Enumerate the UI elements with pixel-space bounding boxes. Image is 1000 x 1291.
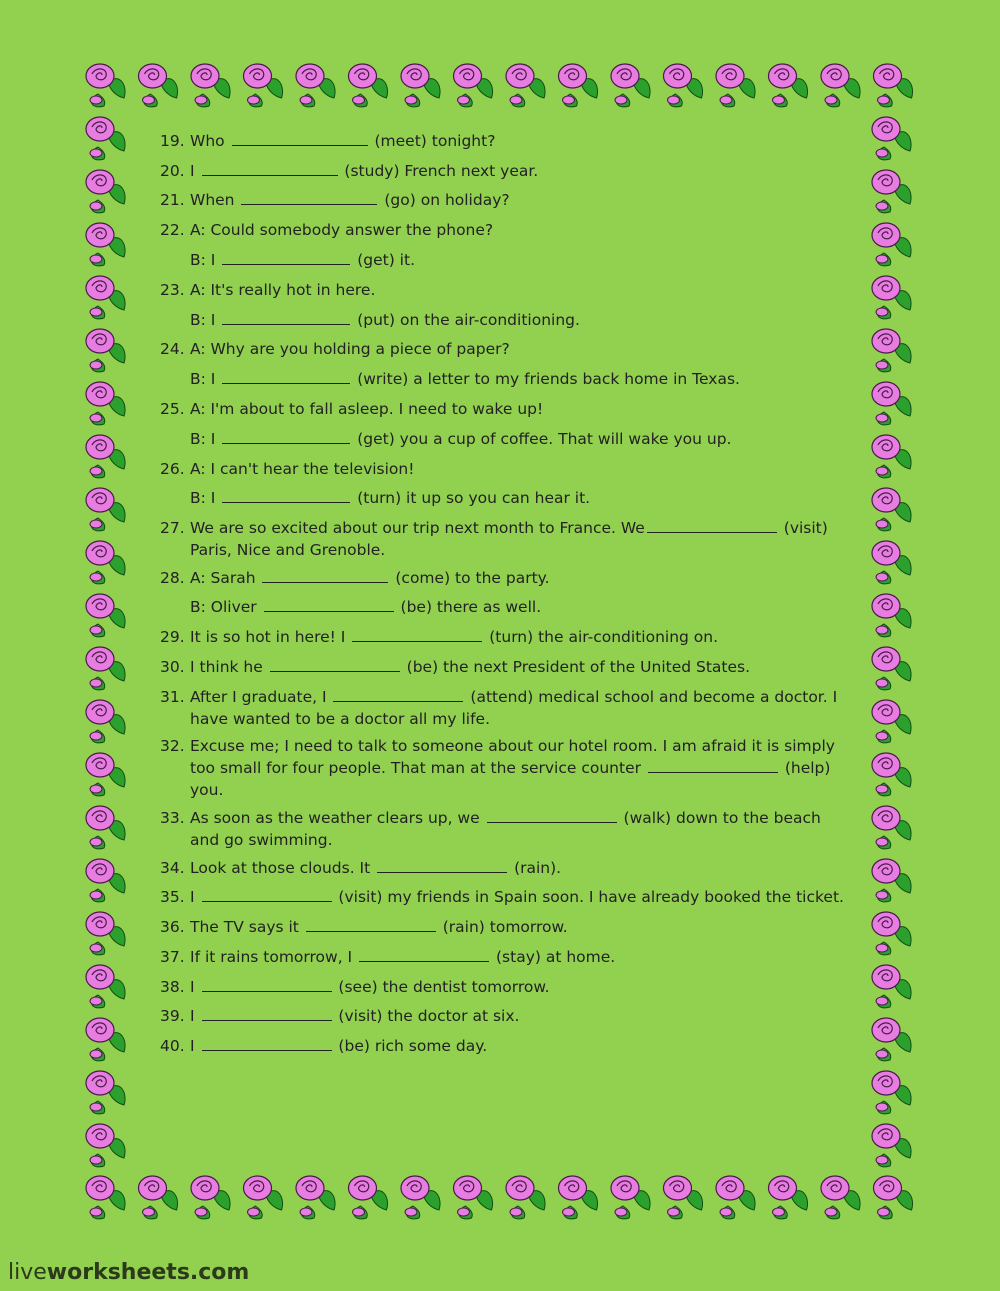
rose-icon [559, 1176, 598, 1219]
rose-icon [86, 594, 125, 637]
answer-blank[interactable] [202, 900, 332, 902]
question-text-end: (turn) the air-conditioning on. [484, 628, 719, 646]
question-text [190, 686, 840, 730]
question-number: 37. [160, 948, 185, 966]
answer-blank[interactable] [270, 670, 400, 672]
rose-icon [86, 806, 125, 849]
question-text-end: (rain). [509, 859, 562, 877]
rose-icon [244, 1176, 283, 1219]
answer-blank[interactable] [262, 581, 388, 583]
question-number: 33. [160, 809, 185, 827]
answer-blank[interactable] [202, 990, 332, 992]
rose-icon [86, 859, 125, 902]
rose-icon [872, 647, 911, 690]
answer-blank[interactable] [222, 382, 350, 384]
brand-light: live [8, 1260, 47, 1285]
question-text-start: I [190, 162, 200, 180]
rose-icon [872, 912, 911, 955]
question-text-start: We are so excited about our trip next month to France. We [190, 519, 645, 537]
question-text-start: After I graduate, I [190, 688, 332, 706]
question-text-end: (see) the dentist tomorrow. [333, 978, 550, 996]
rose-icon [506, 1176, 545, 1219]
rose-icon [296, 1176, 335, 1219]
question-text-end: (be) there as well. [395, 598, 542, 616]
answer-blank[interactable] [648, 771, 778, 773]
rose-icon [86, 1124, 125, 1167]
question-text-end: (come) to the party. [390, 569, 550, 587]
rose-icon [86, 329, 125, 372]
brand-bold: worksheets.com [46, 1260, 250, 1285]
answer-blank[interactable] [222, 263, 350, 265]
question-text [190, 1035, 840, 1057]
question-number: 38. [160, 978, 185, 996]
rose-icon [874, 1176, 913, 1219]
rose-icon [872, 170, 911, 213]
question-number: 30. [160, 658, 185, 676]
rose-icon [86, 541, 125, 584]
answer-blank[interactable] [202, 174, 338, 176]
question-text-start: A: Could somebody answer the phone? [190, 221, 494, 239]
rose-icon [872, 965, 911, 1008]
question-number: 32. [160, 737, 185, 755]
answer-blank[interactable] [222, 501, 350, 503]
question-text [190, 428, 840, 450]
answer-blank[interactable] [306, 930, 436, 932]
question-text [190, 219, 840, 241]
rose-icon [872, 541, 911, 584]
question-text [190, 398, 840, 420]
question-number: 20. [160, 162, 185, 180]
question-text-start: B: I [190, 489, 221, 507]
question-text [190, 458, 840, 480]
question-number: 25. [160, 400, 185, 418]
rose-icon [872, 488, 911, 531]
answer-blank[interactable] [202, 1019, 332, 1021]
question-number: 35. [160, 888, 185, 906]
question-text-start: When [190, 191, 240, 209]
question-number: 24. [160, 340, 185, 358]
answer-blank[interactable] [352, 640, 482, 642]
question-text-start: It is so hot in here! I [190, 628, 351, 646]
rose-icon [86, 276, 125, 319]
question-text-end: (put) on the air-conditioning. [352, 311, 580, 329]
question-text [190, 279, 840, 301]
question-text-start: Excuse me; I need to talk to someone about our hotel room. I am afraid it is simply too small for four people. That man at the service counter [190, 737, 835, 777]
question-text-start: A: Why are you holding a piece of paper? [190, 340, 510, 358]
question-text-end: (visit) the doctor at six. [333, 1007, 520, 1025]
question-text [190, 130, 840, 152]
question-number: 29. [160, 628, 185, 646]
question-text-end: (help) you. [190, 759, 831, 799]
question-text [190, 857, 840, 879]
rose-icon [872, 753, 911, 796]
question-text-end: (study) French next year. [339, 162, 539, 180]
rose-icon [664, 1176, 703, 1219]
answer-blank[interactable] [647, 531, 777, 533]
question-text [190, 189, 840, 211]
question-text-end: (stay) at home. [491, 948, 616, 966]
answer-blank[interactable] [264, 610, 394, 612]
rose-icon [86, 965, 125, 1008]
rose-icon [86, 382, 125, 425]
rose-icon [139, 1176, 178, 1219]
question-text [190, 656, 840, 678]
answer-blank[interactable] [241, 203, 377, 205]
question-number: 39. [160, 1007, 185, 1025]
question-text-start: B: I [190, 251, 221, 269]
question-text [190, 1005, 840, 1027]
rose-icon [86, 700, 125, 743]
rose-icon [872, 223, 911, 266]
rose-icon [86, 170, 125, 213]
rose-icon [874, 64, 913, 107]
question-number: 27. [160, 519, 185, 537]
rose-icon [86, 117, 125, 160]
rose-icon [86, 647, 125, 690]
rose-icon [769, 1176, 808, 1219]
question-text-start: B: Oliver [190, 598, 262, 616]
question-text [190, 160, 840, 182]
rose-icon [191, 1176, 230, 1219]
question-text-end: (write) a letter to my friends back home in Texas. [352, 370, 740, 388]
rose-icon [611, 1176, 650, 1219]
question-text-start: A: Sarah [190, 569, 261, 587]
question-text-end: (go) on holiday? [379, 191, 510, 209]
question-text-start: Who [190, 132, 230, 150]
question-number: 28. [160, 569, 185, 587]
question-text-start: I [190, 1007, 200, 1025]
question-text [190, 249, 840, 271]
rose-icon [872, 435, 911, 478]
rose-icon [872, 594, 911, 637]
question-text-start: A: I can't hear the television! [190, 460, 415, 478]
question-number: 40. [160, 1037, 185, 1055]
rose-icon [86, 912, 125, 955]
rose-icon [716, 1176, 755, 1219]
question-text [190, 735, 840, 801]
question-text [190, 946, 840, 968]
question-text-end: (visit) my friends in Spain soon. I have already booked the ticket. [333, 888, 844, 906]
question-text-start: B: I [190, 370, 221, 388]
question-text-end: (walk) down to the beach and go swimming. [190, 809, 821, 849]
rose-icon [872, 117, 911, 160]
question-number: 36. [160, 918, 185, 936]
question-number: 22. [160, 221, 185, 239]
rose-icon [86, 1071, 125, 1114]
question-text [190, 807, 840, 851]
question-text-start: A: It's really hot in here. [190, 281, 376, 299]
answer-blank[interactable] [377, 871, 507, 873]
question-list [150, 0, 850, 1100]
question-text-end: (be) rich some day. [333, 1037, 488, 1055]
rose-icon [872, 859, 911, 902]
question-text [190, 567, 840, 589]
answer-blank[interactable] [232, 144, 368, 146]
rose-icon [454, 1176, 493, 1219]
question-number: 23. [160, 281, 185, 299]
rose-icon [86, 64, 125, 107]
rose-icon [872, 382, 911, 425]
question-text [190, 596, 840, 618]
question-text [190, 626, 840, 648]
answer-blank[interactable] [333, 700, 463, 702]
question-text-start: I [190, 1037, 200, 1055]
rose-icon [349, 1176, 388, 1219]
rose-icon [821, 1176, 860, 1219]
question-text-end: (attend) medical school and become a doctor. I have wanted to be a doctor all my life. [190, 688, 838, 728]
rose-icon [86, 753, 125, 796]
question-text-start: Look at those clouds. It [190, 859, 376, 877]
rose-icon [872, 1071, 911, 1114]
answer-blank[interactable] [222, 442, 350, 444]
question-text [190, 517, 840, 561]
question-text-end: (be) the next President of the United States. [401, 658, 751, 676]
question-text-end: (turn) it up so you can hear it. [352, 489, 591, 507]
question-text-start: A: I'm about to fall asleep. I need to wake up! [190, 400, 544, 418]
question-number: 26. [160, 460, 185, 478]
rose-icon [86, 1018, 125, 1061]
rose-icon [401, 1176, 440, 1219]
rose-icon [872, 1018, 911, 1061]
question-number: 19. [160, 132, 185, 150]
rose-icon [872, 1124, 911, 1167]
question-number: 34. [160, 859, 185, 877]
rose-icon [86, 435, 125, 478]
rose-icon [872, 276, 911, 319]
question-text-end: (get) it. [352, 251, 415, 269]
rose-icon [872, 806, 911, 849]
rose-icon [872, 329, 911, 372]
question-number: 31. [160, 688, 185, 706]
question-text [190, 976, 840, 998]
question-text-end: (get) you a cup of coffee. That will wake you up. [352, 430, 732, 448]
question-text-start: As soon as the weather clears up, we [190, 809, 485, 827]
question-text [190, 487, 840, 509]
answer-blank[interactable] [222, 323, 350, 325]
question-text-end: (visit) Paris, Nice and Grenoble. [190, 519, 828, 559]
question-text [190, 886, 844, 908]
question-text [190, 338, 840, 360]
question-text-start: B: I [190, 430, 221, 448]
answer-blank[interactable] [359, 960, 489, 962]
rose-icon [86, 223, 125, 266]
footer-brand[interactable] [8, 1260, 249, 1285]
question-number: 21. [160, 191, 185, 209]
question-text-start: I [190, 888, 200, 906]
question-text-start: I [190, 978, 200, 996]
question-text-end: (rain) tomorrow. [437, 918, 568, 936]
question-text [190, 309, 840, 331]
answer-blank[interactable] [202, 1049, 332, 1051]
answer-blank[interactable] [487, 821, 617, 823]
rose-icon [86, 488, 125, 531]
question-text-start: I think he [190, 658, 268, 676]
rose-icon [872, 700, 911, 743]
question-text-end: (meet) tonight? [369, 132, 496, 150]
question-text [190, 368, 840, 390]
question-text [190, 916, 840, 938]
question-text-start: The TV says it [190, 918, 304, 936]
question-text-start: If it rains tomorrow, I [190, 948, 358, 966]
rose-icon [86, 1176, 125, 1219]
question-text-start: B: I [190, 311, 221, 329]
